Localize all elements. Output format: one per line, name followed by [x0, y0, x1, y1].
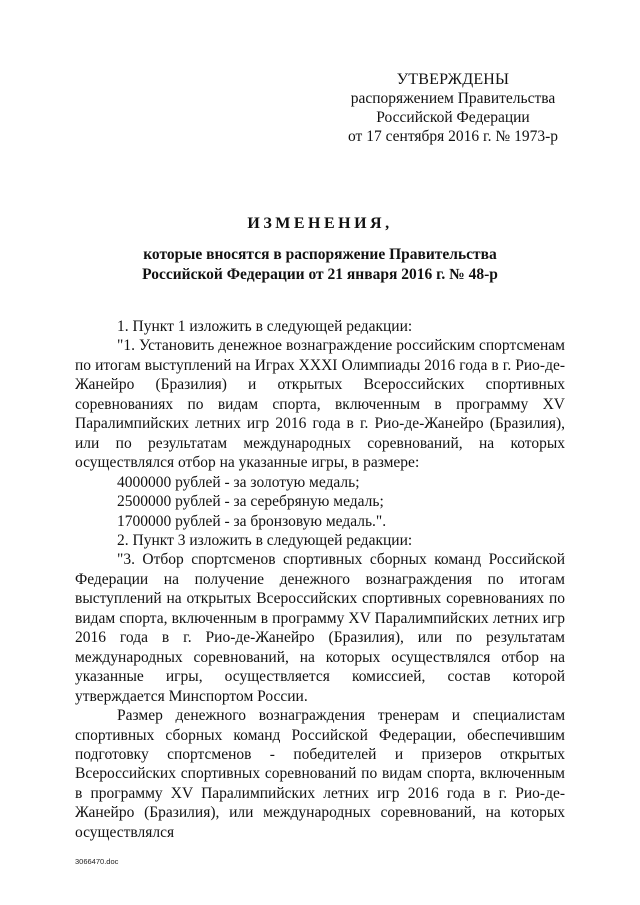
amount-silver: 2500000 рублей - за серебряную медаль; — [117, 493, 384, 511]
paragraph-quote-1: "1. Установить денежное вознаграждение российским спортсменам по итогам выступлений на Играх XXXI Олимпиады 2016 года в г. Рио-де-Жанейро (Бразилия) и открытых Всероссийских спортивных соревнованиях по видам спорта, включенным в программу XV Паралимпийских летних игр 2016 года в г. Рио-де-Жанейро (Бразилия), или по результатам международных соревнований, на которых осуществлялся отбор на указанные игры, в размере: — [75, 337, 565, 472]
subtitle-line: которые вносятся в распоряжение Правительства — [143, 246, 497, 263]
document-title: ИЗМЕНЕНИЯ, — [247, 215, 393, 232]
file-name-footer: 3066470.doc — [75, 857, 119, 866]
subtitle-line: Российской Федерации от 21 января 2016 г. № 48-р — [142, 266, 498, 283]
approval-date: от 17 сентября 2016 г. № 1973-р — [348, 128, 558, 145]
document-subtitle — [70, 245, 570, 285]
approval-line: Российской Федерации — [376, 109, 530, 126]
amount-bronze: 1700000 рублей - за бронзовую медаль.". — [117, 512, 387, 530]
paragraph-item-1: 1. Пункт 1 изложить в следующей редакции: — [117, 318, 413, 335]
paragraph-reward-size: Размер денежного вознаграждения тренерам и специалистам спортивных сборных команд Российской Федерации, обеспечившим подготовку спортсменов - победителей и призеров открытых Всероссийских спортивных соревнований по видам спорта, включенным в программу XV Паралимпийских летних игр 2016 года в г. Рио-де-Жанейро (Бразилия), или международных соревнований, на которых осуществлялся — [75, 707, 565, 841]
approval-heading: УТВЕРЖДЕНЫ — [396, 71, 510, 88]
approval-line: распоряжением Правительства — [350, 90, 556, 107]
document-body — [75, 317, 565, 842]
paragraph-item-2: 2. Пункт 3 изложить в следующей редакции: — [117, 531, 413, 549]
amount-gold: 4000000 рублей - за золотую медаль; — [117, 473, 360, 491]
paragraph-quote-3: "3. Отбор спортсменов спортивных сборных команд Российской Федерации на получение денежного вознаграждения по итогам выступлений на открытых Всероссийских спортивных соревнованиях по видам спорта, включенным в программу XV Паралимпийских летних игр 2016 года в г. Рио-де-Жанейро (Бразилия), или по результатам международных соревнований, на которых осуществлялся отбор на указанные игры, осуществляется комиссией, состав которой утверждается Минспортом России. — [75, 551, 565, 705]
approval-block — [338, 70, 568, 146]
